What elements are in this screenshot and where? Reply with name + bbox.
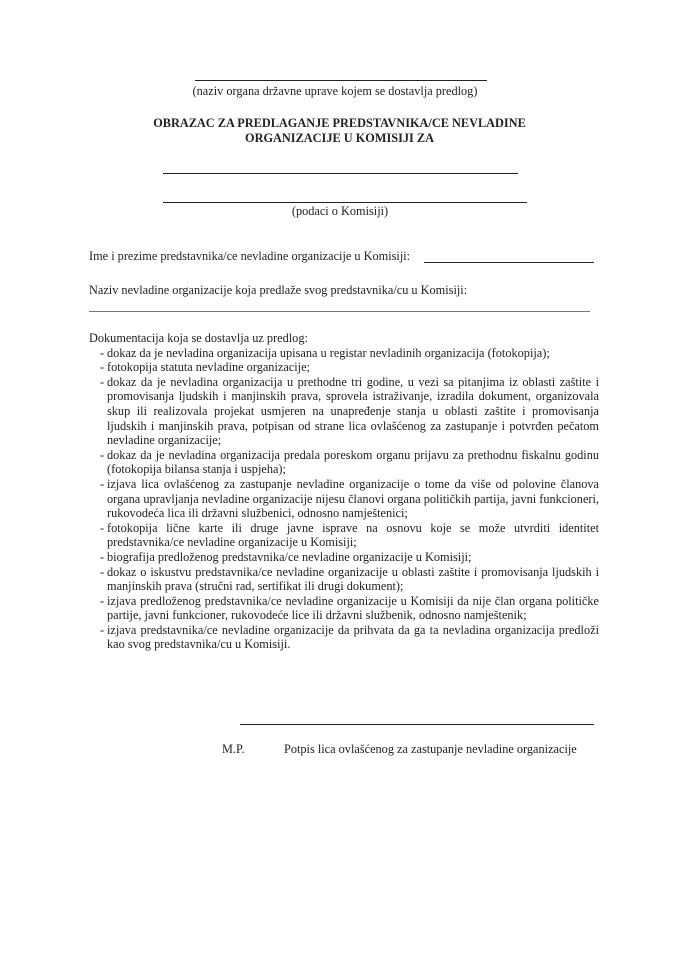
documentation-item: [89, 565, 599, 594]
recipient-blank-line: [195, 80, 487, 81]
dash-bullet: -: [100, 476, 105, 491]
documentation-item-text: fotokopija lične karte ili druge javne isprave na osnovu koje se može utvrditi identitet predstavnika/ce nevladine organizacije u Komisiji;: [107, 520, 599, 550]
commission-blank-line-2: [163, 202, 527, 203]
documentation-item: [89, 448, 599, 477]
documentation-item-text: dokaz da je nevladina organizacija predala poreskom organu prijavu za prethodnu fiskalnu godinu (fotokopija bilansa stanja i uspjeha);: [107, 447, 599, 477]
documentation-heading: Dokumentacija koja se dostavlja uz predlog:: [89, 331, 308, 345]
signature-caption: Potpis lica ovlašćenog za zastupanje nevladine organizacije: [284, 742, 577, 756]
documentation-item-text: izjava lica ovlašćenog za zastupanje nevladine organizacije o tome da više od polovine članova organa upravljanja nevladine organizacije nijesu članovi organa političkih partija, javni funkcioneri, rukovodeća lica ili državni službenici, odnosno namještenici;: [107, 476, 599, 521]
documentation-item: [89, 594, 599, 623]
dash-bullet: -: [100, 447, 105, 462]
documentation-item: [89, 375, 599, 448]
documentation-item-text: izjava predloženog predstavnika/ce nevladine organizacije u Komisiji da nije član organa političke partije, javni funkcioner, rukovodeće lice ili državni službenik, odnosno namještenik;: [107, 593, 599, 623]
documentation-item: [89, 521, 599, 550]
documentation-list: [89, 331, 599, 652]
recipient-caption: (naziv organa državne uprave kojem se dostavlja predlog): [192, 84, 478, 98]
stamp-label: M.P.: [222, 742, 245, 756]
dash-bullet: -: [100, 345, 105, 360]
dash-bullet: -: [100, 622, 105, 637]
documentation-item-text: dokaz da je nevladina organizacija upisana u registar nevladinih organizacija (fotokopija);: [107, 345, 550, 360]
representative-name-field[interactable]: [424, 262, 594, 263]
documentation-item: [89, 623, 599, 652]
dash-bullet: -: [100, 360, 105, 375]
documentation-item: [89, 360, 599, 375]
commission-caption: (podaci o Komisiji): [291, 204, 389, 218]
form-title-line1: OBRAZAC ZA PREDLAGANJE PREDSTAVNIKA/CE NEVLADINE: [153, 116, 526, 130]
form-title-line2: ORGANIZACIJE U KOMISIJI ZA: [245, 131, 434, 145]
commission-blank-line-1: [163, 173, 518, 174]
documentation-item: [89, 346, 599, 361]
documentation-item: [89, 550, 599, 565]
dash-bullet: -: [100, 593, 105, 608]
documentation-item-text: izjava predstavnika/ce nevladine organizacije da prihvata da ga ta nevladina organizacija predloži kao svog predstavnika/cu u Komisiji.: [107, 622, 599, 652]
documentation-item-text: dokaz o iskustvu predstavnika/ce nevladine organizacije u oblasti zaštite i promovisanja ljudskih i manjinskih prava (stručni rad, sertifikat ili drugi dokument);: [107, 564, 599, 594]
documentation-item-text: dokaz da je nevladina organizacija u prethodne tri godine, u vezi sa pitanjima iz oblasti zaštite i promovisanja ljudskih i manjinskih prava, sprovela istraživanje, izradila dokument, organizovala skup ili realizovala projekat usmjeren na unapređenje stanja u oblasti zaštite i promovisanja ljudskih i manjinskih prava, potpisan od strane lica ovlašćenog za zastupanje i potvrđen pečatom nevladine organizacije;: [107, 374, 599, 448]
dash-bullet: -: [100, 520, 105, 535]
dash-bullet: -: [100, 374, 105, 389]
dash-bullet: -: [100, 564, 105, 579]
documentation-item-text: fotokopija statuta nevladine organizacije;: [107, 360, 310, 375]
organization-name-label: Naziv nevladine organizacije koja predlaže svog predstavnika/cu u Komisiji:: [89, 283, 468, 297]
documentation-item-text: biografija predloženog predstavnika/ce nevladine organizacije u Komisiji;: [107, 549, 472, 564]
representative-name-label: Ime i prezime predstavnika/ce nevladine organizacije u Komisiji:: [89, 249, 411, 263]
documentation-item: [89, 477, 599, 521]
organization-name-field[interactable]: [89, 311, 590, 312]
signature-line: [240, 724, 594, 725]
dash-bullet: -: [100, 549, 105, 564]
